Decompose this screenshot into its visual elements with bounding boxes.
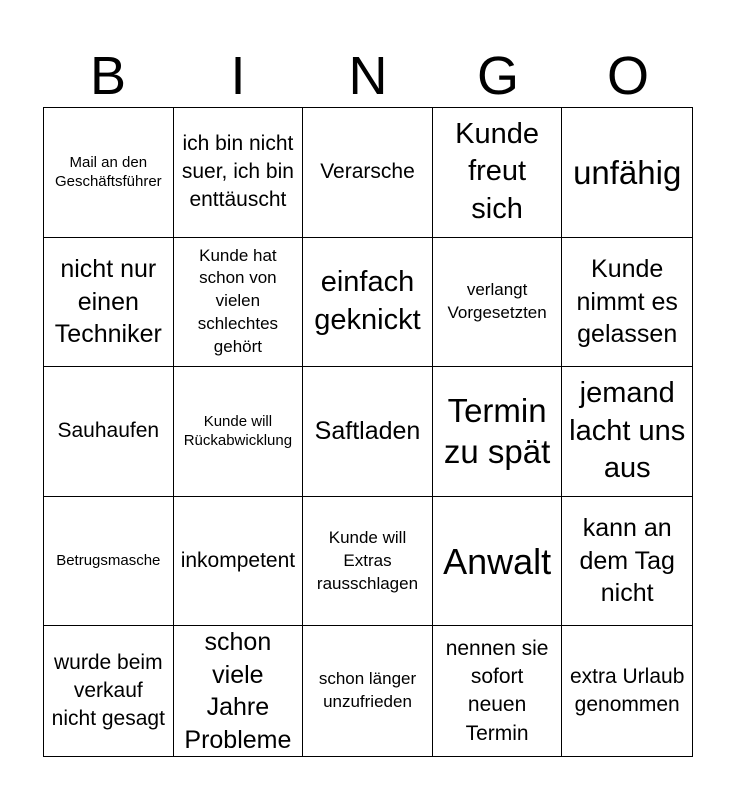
bingo-cell-r5c3[interactable]: schon länger unzufrieden: [303, 626, 433, 756]
bingo-cell-r3c3[interactable]: Saftladen: [303, 367, 433, 497]
bingo-cell-r2c1[interactable]: nicht nur einen Techniker: [44, 238, 174, 368]
bingo-cell-r4c5[interactable]: kann an dem Tag nicht: [562, 497, 692, 627]
bingo-cell-r1c5[interactable]: unfähig: [562, 108, 692, 238]
header-letter-i: I: [230, 46, 246, 106]
bingo-cell-r4c2[interactable]: inkompetent: [174, 497, 304, 627]
header-letter-b: B: [89, 46, 127, 106]
bingo-cell-r5c4[interactable]: nennen sie sofort neuen Termin: [433, 626, 563, 756]
bingo-cell-r2c3[interactable]: einfach geknickt: [303, 238, 433, 368]
bingo-cell-r3c1[interactable]: Sauhaufen: [44, 367, 174, 497]
header-letter-o: O: [606, 46, 649, 106]
bingo-cell-r2c4[interactable]: verlangt Vorgesetzten: [433, 238, 563, 368]
header-letter-g: G: [476, 46, 519, 106]
bingo-cell-r2c2[interactable]: Kunde hat schon von vielen schlechtes gehört: [174, 238, 304, 368]
bingo-cell-r4c1[interactable]: Betrugsmasche: [44, 497, 174, 627]
bingo-cell-r1c4[interactable]: Kunde freut sich: [433, 108, 563, 238]
bingo-cell-r3c2[interactable]: Kunde will Rückabwicklung: [174, 367, 304, 497]
bingo-cell-r1c1[interactable]: Mail an den Geschäftsführer: [44, 108, 174, 238]
bingo-board: [43, 107, 693, 757]
bingo-cell-r3c5[interactable]: jemand lacht uns aus: [562, 367, 692, 497]
bingo-cell-r5c2[interactable]: schon viele Jahre Probleme: [174, 626, 304, 756]
bingo-cell-r1c2[interactable]: ich bin nicht suer, ich bin enttäuscht: [174, 108, 304, 238]
header-letter-n: N: [348, 46, 388, 106]
bingo-header: [43, 45, 693, 107]
bingo-cell-r1c3[interactable]: Verarsche: [303, 108, 433, 238]
bingo-cell-r4c4[interactable]: Anwalt: [433, 497, 563, 627]
bingo-cell-r4c3[interactable]: Kunde will Extras rausschlagen: [303, 497, 433, 627]
bingo-cell-r5c1[interactable]: wurde beim verkauf nicht gesagt: [44, 626, 174, 756]
bingo-cell-r5c5[interactable]: extra Urlaub genommen: [570, 664, 685, 717]
bingo-cell-r3c4[interactable]: Termin zu spät: [433, 367, 563, 497]
bingo-cell-r2c5[interactable]: Kunde nimmt es gelassen: [562, 238, 692, 368]
